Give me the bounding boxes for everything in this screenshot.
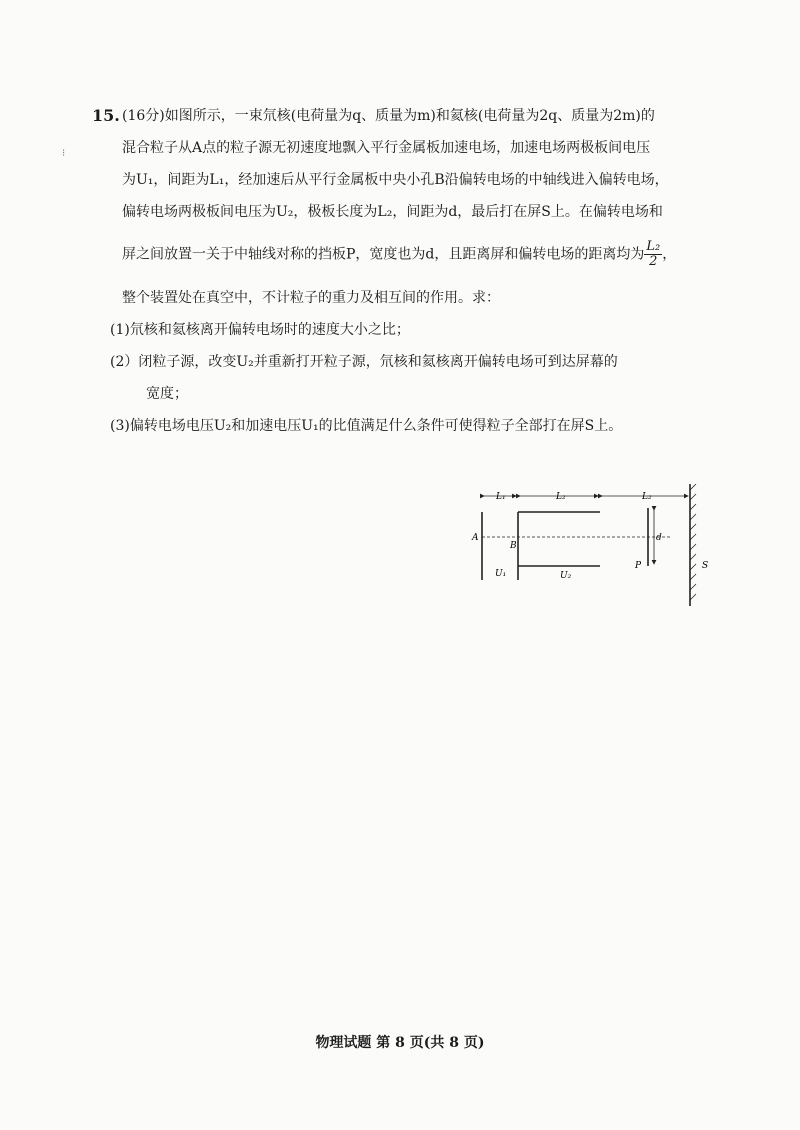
subquestion-2: (2）闭粒子源，改变U₂并重新打开粒子源，氘核和氦核离开偏转电场可到达屏幕的 <box>110 354 618 370</box>
question-line-6: 整个装置处在真空中，不计粒子的重力及相互间的作用。求： <box>122 290 500 306</box>
label-l1: L₁ <box>496 492 506 502</box>
question-line-5-text: 屏之间放置一关于中轴线对称的挡板P，宽度也为d，且距离屏和偏转电场的距离均为 <box>122 246 645 263</box>
question-line-1: (16分)如图所示，一束氘核(电荷量为q、质量为m)和氦核(电荷量为2q、质量为2m)的 <box>122 108 655 124</box>
subquestion-3: (3)偏转电场电压U₂和加速电压U₁的比值满足什么条件可使得粒子全部打在屏S上。 <box>110 418 623 434</box>
page-footer: 物理试题 第 8 页(共 8 页) <box>315 1035 485 1051</box>
fraction-l2-over-2 <box>644 240 662 269</box>
apparatus-diagram <box>468 484 728 614</box>
screen-hatch <box>690 484 696 600</box>
question-number: 15. <box>92 106 120 125</box>
label-s: S <box>702 561 709 571</box>
fraction-denominator: 2 <box>649 254 658 269</box>
label-l2-gap: L₂ <box>642 492 652 502</box>
label-d: d <box>656 533 662 543</box>
label-l2-plates: L₂ <box>556 492 566 502</box>
fraction-numerator: L₂ <box>646 239 661 254</box>
subquestion-1: (1)氘核和氦核离开偏转电场时的速度大小之比； <box>110 322 410 338</box>
question-line-2: 混合粒子从A点的粒子源无初速度地飘入平行金属板加速电场，加速电场两极板间电压 <box>122 140 651 156</box>
subquestion-2-continued: 宽度； <box>146 386 188 402</box>
question-line-4: 偏转电场两极板间电压为U₂，极板长度为L₂，间距为d，最后打在屏S上。在偏转电场和 <box>122 204 663 220</box>
label-u1: U₁ <box>495 569 507 579</box>
question-line-5 <box>122 240 676 269</box>
label-u2: U₂ <box>560 571 572 581</box>
scan-mark: ⁝ <box>62 148 66 159</box>
label-p: P <box>635 561 642 571</box>
question-line-3: 为U₁，间距为L₁，经加速后从平行金属板中央小孔B沿偏转电场的中轴线进入偏转电场， <box>122 172 669 188</box>
label-b: B <box>510 541 517 551</box>
fraction-suffix: ， <box>662 246 677 263</box>
label-a: A <box>472 533 479 543</box>
